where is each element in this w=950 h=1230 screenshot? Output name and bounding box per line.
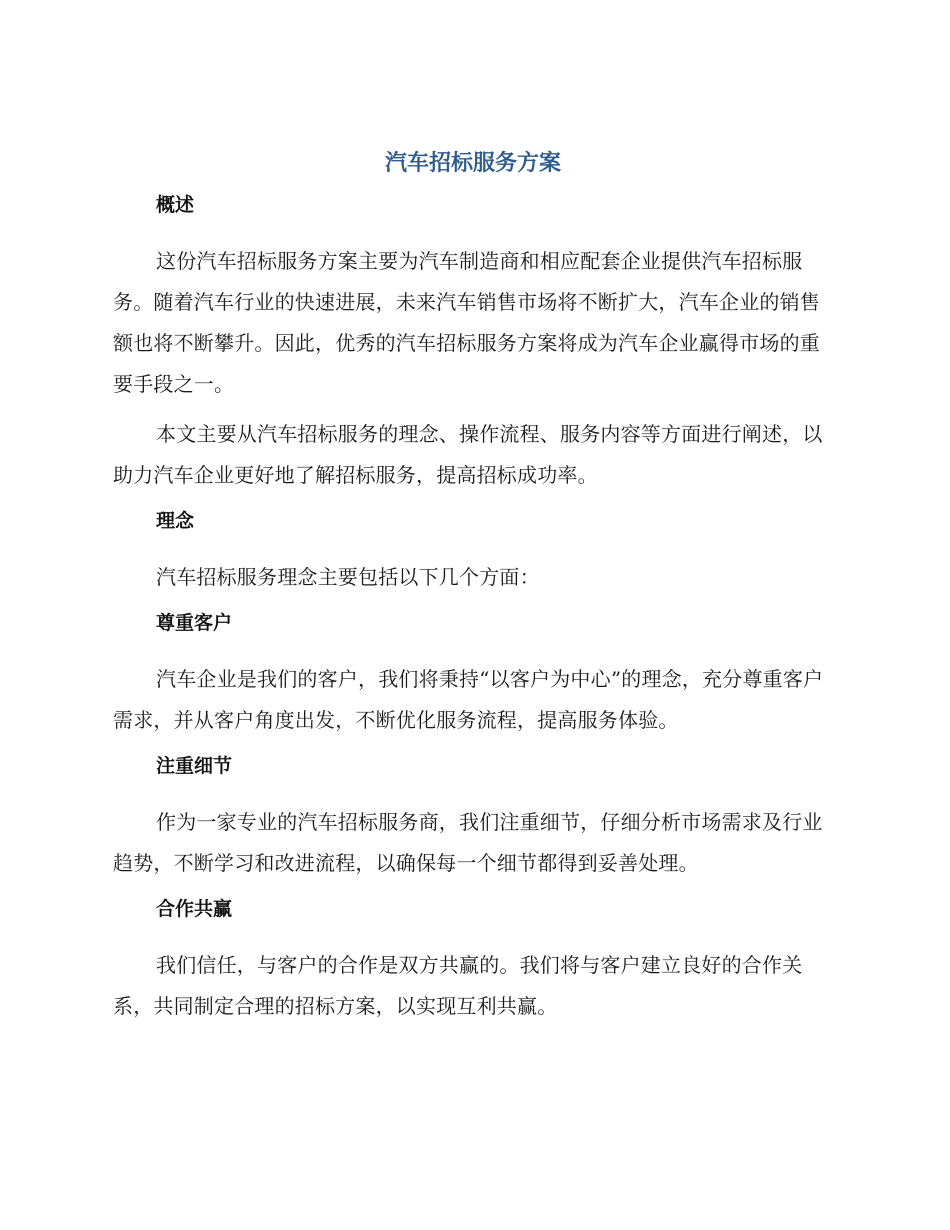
paragraph-philosophy-intro: 汽车招标服务理念主要包括以下几个方面：	[156, 565, 540, 589]
document-page	[113, 0, 833, 1230]
paragraph-respect-customers: 汽车企业是我们的客户，我们将秉持“以客户为中心”的理念，充分尊重客户需求，并从客户角度出发，不断优化服务流程，提高服务体验。	[113, 667, 824, 732]
paragraph-overview-1: 这份汽车招标服务方案主要为汽车制造商和相应配套企业提供汽车招标服务。随着汽车行业的快速进展，未来汽车销售市场将不断扩大，汽车企业的销售额也将不断攀升。因此，优秀的汽车招标服务方案将成为汽车企业赢得市场的重要手段之一。	[113, 249, 820, 396]
section-heading-win-win: 合作共赢	[156, 898, 233, 920]
paragraph-attention-to-detail: 作为一家专业的汽车招标服务商，我们注重细节，仔细分析市场需求及行业趋势，不断学习和改进流程，以确保每一个细节都得到妥善处理。	[113, 810, 823, 875]
section-heading-overview: 概述	[156, 194, 195, 216]
document-title: 汽车招标服务方案	[384, 151, 561, 176]
document-body	[113, 189, 833, 1036]
section-heading-philosophy: 理念	[156, 510, 195, 532]
section-heading-respect-customers: 尊重客户	[156, 612, 233, 634]
paragraph-overview-2: 本文主要从汽车招标服务的理念、操作流程、服务内容等方面进行阐述，以助力汽车企业更好地了解招标服务，提高招标成功率。	[113, 422, 823, 487]
section-heading-attention-to-detail: 注重细节	[156, 755, 233, 777]
paragraph-win-win: 我们信任，与客户的合作是双方共赢的。我们将与客户建立良好的合作关系，共同制定合理的招标方案，以实现互利共赢。	[113, 953, 803, 1018]
